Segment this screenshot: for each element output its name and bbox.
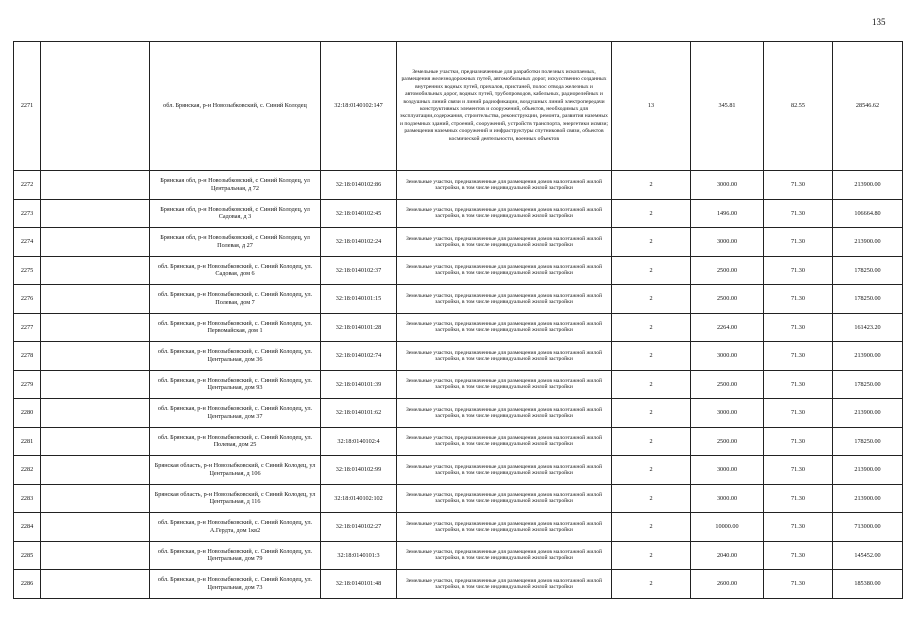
blank-cell — [41, 228, 150, 257]
area-cell: 3000.00 — [691, 456, 764, 485]
blank-cell — [41, 342, 150, 371]
land-use-group-cell: 2 — [612, 228, 691, 257]
registry-table-body — [14, 42, 903, 599]
row-number: 2273 — [14, 199, 41, 228]
specific-value-cell: 71.30 — [764, 484, 833, 513]
area-cell: 3000.00 — [691, 342, 764, 371]
address-cell: обл. Брянская, р-н Новозыбковский, с. Синий Колодец, ул. Центральная, дом 36 — [150, 342, 321, 371]
row-number: 2277 — [14, 313, 41, 342]
cadastral-number-cell: 32:18:0140102:74 — [321, 342, 397, 371]
blank-cell — [41, 285, 150, 314]
cadastral-number-cell: 32:18:0140101:15 — [321, 285, 397, 314]
cadastral-number-cell: 32:18:0140101:39 — [321, 370, 397, 399]
land-use-description-cell: Земельные участки, предназначенные для размещения домов малоэтажной жилой застройки, в том числе индивидуальной жилой застройки — [397, 484, 612, 513]
blank-cell — [41, 570, 150, 599]
land-use-group-cell: 2 — [612, 199, 691, 228]
table-row — [14, 456, 903, 485]
blank-cell — [41, 513, 150, 542]
row-number: 2286 — [14, 570, 41, 599]
specific-value-cell: 71.30 — [764, 370, 833, 399]
address-cell: обл. Брянская, р-н Новозыбковский, с. Синий Колодец, ул. Центральная, дом 37 — [150, 399, 321, 428]
cadastral-number-cell: 32:18:0140102:45 — [321, 199, 397, 228]
land-use-group-cell: 2 — [612, 484, 691, 513]
specific-value-cell: 71.30 — [764, 171, 833, 200]
cadastral-number-cell: 32:18:0140102:24 — [321, 228, 397, 257]
area-cell: 345.81 — [691, 42, 764, 171]
land-use-group-cell: 2 — [612, 171, 691, 200]
area-cell: 2500.00 — [691, 427, 764, 456]
blank-cell — [41, 199, 150, 228]
cadastral-value-cell: 713000.00 — [833, 513, 903, 542]
table-row — [14, 513, 903, 542]
cadastral-number-cell: 32:18:0140102:102 — [321, 484, 397, 513]
specific-value-cell: 71.30 — [764, 199, 833, 228]
address-cell: Брянская обл, р-н Новозыбковский, с Синий Колодец, ул Садовая, д 3 — [150, 199, 321, 228]
blank-cell — [41, 256, 150, 285]
table-row — [14, 541, 903, 570]
cadastral-value-cell: 106664.80 — [833, 199, 903, 228]
blank-cell — [41, 456, 150, 485]
row-number: 2272 — [14, 171, 41, 200]
land-use-group-cell: 2 — [612, 541, 691, 570]
cadastral-number-cell: 32:18:0140101:62 — [321, 399, 397, 428]
area-cell: 3000.00 — [691, 399, 764, 428]
cadastral-number-cell: 32:18:0140102:4 — [321, 427, 397, 456]
cadastral-value-cell: 161423.20 — [833, 313, 903, 342]
blank-cell — [41, 484, 150, 513]
area-cell: 2264.00 — [691, 313, 764, 342]
row-number: 2285 — [14, 541, 41, 570]
area-cell: 3000.00 — [691, 484, 764, 513]
row-number: 2276 — [14, 285, 41, 314]
table-row — [14, 399, 903, 428]
specific-value-cell: 71.30 — [764, 313, 833, 342]
cadastral-number-cell: 32:18:0140101:28 — [321, 313, 397, 342]
land-use-description-cell: Земельные участки, предназначенные для размещения домов малоэтажной жилой застройки, в том числе индивидуальной жилой застройки — [397, 541, 612, 570]
land-use-group-cell: 2 — [612, 342, 691, 371]
land-use-description-cell: Земельные участки, предназначенные для размещения домов малоэтажной жилой застройки, в том числе индивидуальной жилой застройки — [397, 285, 612, 314]
land-use-group-cell: 2 — [612, 399, 691, 428]
area-cell: 2600.00 — [691, 570, 764, 599]
land-use-description-cell: Земельные участки, предназначенные для размещения домов малоэтажной жилой застройки, в том числе индивидуальной жилой застройки — [397, 570, 612, 599]
cadastral-number-cell: 32:18:0140102:147 — [321, 42, 397, 171]
area-cell: 1496.00 — [691, 199, 764, 228]
cadastral-value-cell: 213900.00 — [833, 342, 903, 371]
cadastral-value-cell: 178250.00 — [833, 370, 903, 399]
land-use-description-cell: Земельные участки, предназначенные для размещения домов малоэтажной жилой застройки, в том числе индивидуальной жилой застройки — [397, 228, 612, 257]
land-use-group-cell: 2 — [612, 513, 691, 542]
land-use-group-cell: 2 — [612, 256, 691, 285]
cadastral-number-cell: 32:18:0140102:37 — [321, 256, 397, 285]
row-number: 2274 — [14, 228, 41, 257]
area-cell: 3000.00 — [691, 228, 764, 257]
table-row — [14, 570, 903, 599]
table-row — [14, 228, 903, 257]
area-cell: 2040.00 — [691, 541, 764, 570]
cadastral-value-cell: 28546.62 — [833, 42, 903, 171]
cadastral-value-cell: 185380.00 — [833, 570, 903, 599]
land-use-group-cell: 2 — [612, 285, 691, 314]
specific-value-cell: 71.30 — [764, 456, 833, 485]
row-number: 2282 — [14, 456, 41, 485]
address-cell: обл. Брянская, р-н Новозыбковский, с. Синий Колодец, ул. Центральная, дом 73 — [150, 570, 321, 599]
cadastral-value-cell: 213900.00 — [833, 171, 903, 200]
cadastral-value-cell: 213900.00 — [833, 456, 903, 485]
land-use-group-cell: 2 — [612, 570, 691, 599]
blank-cell — [41, 427, 150, 456]
address-cell: Брянская область, р-н Новозыбковский, с Синий Колодец, ул Центральная, д 116 — [150, 484, 321, 513]
address-cell: обл. Брянская, р-н Новозыбковский, с. Синий Колодец — [150, 42, 321, 171]
specific-value-cell: 71.30 — [764, 399, 833, 428]
table-row — [14, 42, 903, 171]
land-use-description-cell: Земельные участки, предназначенные для размещения домов малоэтажной жилой застройки, в том числе индивидуальной жилой застройки — [397, 399, 612, 428]
table-row — [14, 256, 903, 285]
specific-value-cell: 82.55 — [764, 42, 833, 171]
area-cell: 2500.00 — [691, 370, 764, 399]
specific-value-cell: 71.30 — [764, 427, 833, 456]
land-use-description-cell: Земельные участки, предназначенные для размещения домов малоэтажной жилой застройки, в том числе индивидуальной жилой застройки — [397, 370, 612, 399]
land-use-group-cell: 2 — [612, 456, 691, 485]
cadastral-value-cell: 213900.00 — [833, 484, 903, 513]
cadastral-number-cell: 32:18:0140101:3 — [321, 541, 397, 570]
blank-cell — [41, 313, 150, 342]
cadastral-value-cell: 213900.00 — [833, 399, 903, 428]
land-use-description-cell: Земельные участки, предназначенные для размещения домов малоэтажной жилой застройки, в том числе индивидуальной жилой застройки — [397, 342, 612, 371]
land-use-group-cell: 2 — [612, 370, 691, 399]
address-cell: обл. Брянская, р-н Новозыбковский, с. Синий Колодец, ул. Первомайская, дом 1 — [150, 313, 321, 342]
address-cell: обл. Брянская, р-н Новозыбковский, с. Синий Колодец, ул. Полевая, дом 25 — [150, 427, 321, 456]
address-cell: обл. Брянская, р-н Новозыбковский, с. Синий Колодец, ул. Центральная, дом 79 — [150, 541, 321, 570]
cadastral-value-cell: 178250.00 — [833, 427, 903, 456]
blank-cell — [41, 42, 150, 171]
row-number: 2281 — [14, 427, 41, 456]
address-cell: обл. Брянская, р-н Новозыбковский, с. Синий Колодец, ул. Полевая, дом 7 — [150, 285, 321, 314]
specific-value-cell: 71.30 — [764, 342, 833, 371]
table-row — [14, 285, 903, 314]
specific-value-cell: 71.30 — [764, 285, 833, 314]
cadastral-number-cell: 32:18:0140102:27 — [321, 513, 397, 542]
page-number: 135 — [872, 17, 886, 27]
row-number: 2280 — [14, 399, 41, 428]
cadastral-number-cell: 32:18:0140101:48 — [321, 570, 397, 599]
land-use-group-cell: 2 — [612, 427, 691, 456]
table-row — [14, 370, 903, 399]
table-row — [14, 484, 903, 513]
row-number: 2283 — [14, 484, 41, 513]
row-number: 2278 — [14, 342, 41, 371]
registry-table — [13, 41, 903, 599]
specific-value-cell: 71.30 — [764, 228, 833, 257]
land-use-description-cell: Земельные участки, предназначенные для размещения домов малоэтажной жилой застройки, в том числе индивидуальной жилой застройки — [397, 456, 612, 485]
blank-cell — [41, 370, 150, 399]
land-use-description-cell: Земельные участки, предназначенные для разработки полезных ископаемых, размещения железнодорожных путей, автомобильных дорог, искусственно созданных внутренних водных путей, причалов, пристаней, полос отвода железных и автомобильных дорог, водных путей, трубопроводов, кабельных, радиорелейных и воздушных линий связи и линий радиофикации, воздушных линий электропередачи конструктивных элементов и сооружений, объектов, необходимых для эксплуатации,содержания, строительства, реконструкции, ремонта, развития наземных и подземных зданий, строений, сооружений, устройств транспорта, энергетики исвязи; размещения наземных сооружений и инфраструктуры спутниковой связи, объектов космической деятельности, военных объектов — [397, 42, 612, 171]
specific-value-cell: 71.30 — [764, 570, 833, 599]
address-cell: обл. Брянская, р-н Новозыбковский, с. Синий Колодец, ул. Центральная, дом 93 — [150, 370, 321, 399]
cadastral-value-cell: 213900.00 — [833, 228, 903, 257]
address-cell: Брянская область, р-н Новозыбковский, с Синий Колодец, ул Центральная, д 106 — [150, 456, 321, 485]
row-number: 2271 — [14, 42, 41, 171]
row-number: 2275 — [14, 256, 41, 285]
land-use-description-cell: Земельные участки, предназначенные для размещения домов малоэтажной жилой застройки, в том числе индивидуальной жилой застройки — [397, 171, 612, 200]
specific-value-cell: 71.30 — [764, 541, 833, 570]
address-cell: обл. Брянская, р-н Новозыбковский, с. Синий Колодец, ул. Садовая, дом 6 — [150, 256, 321, 285]
blank-cell — [41, 541, 150, 570]
land-use-description-cell: Земельные участки, предназначенные для размещения домов малоэтажной жилой застройки, в том числе индивидуальной жилой застройки — [397, 313, 612, 342]
table-row — [14, 313, 903, 342]
row-number: 2279 — [14, 370, 41, 399]
area-cell: 10000.00 — [691, 513, 764, 542]
table-row — [14, 427, 903, 456]
cadastral-value-cell: 178250.00 — [833, 285, 903, 314]
cadastral-value-cell: 178250.00 — [833, 256, 903, 285]
land-use-description-cell: Земельные участки, предназначенные для размещения домов малоэтажной жилой застройки, в том числе индивидуальной жилой застройки — [397, 199, 612, 228]
specific-value-cell: 71.30 — [764, 513, 833, 542]
address-cell: Брянская обл, р-н Новозыбковский, с Синий Колодец, ул Полевая, д 27 — [150, 228, 321, 257]
table-row — [14, 342, 903, 371]
blank-cell — [41, 399, 150, 428]
land-use-description-cell: Земельные участки, предназначенные для размещения домов малоэтажной жилой застройки, в том числе индивидуальной жилой застройки — [397, 256, 612, 285]
table-row — [14, 171, 903, 200]
area-cell: 3000.00 — [691, 171, 764, 200]
area-cell: 2500.00 — [691, 256, 764, 285]
table-row — [14, 199, 903, 228]
cadastral-value-cell: 145452.00 — [833, 541, 903, 570]
address-cell: Брянская обл, р-н Новозыбковский, с Синий Колодец, ул Центральная, д 72 — [150, 171, 321, 200]
specific-value-cell: 71.30 — [764, 256, 833, 285]
land-use-group-cell: 13 — [612, 42, 691, 171]
cadastral-number-cell: 32:18:0140102:99 — [321, 456, 397, 485]
land-use-group-cell: 2 — [612, 313, 691, 342]
cadastral-number-cell: 32:18:0140102:86 — [321, 171, 397, 200]
area-cell: 2500.00 — [691, 285, 764, 314]
land-use-description-cell: Земельные участки, предназначенные для размещения домов малоэтажной жилой застройки, в том числе индивидуальной жилой застройки — [397, 513, 612, 542]
blank-cell — [41, 171, 150, 200]
land-use-description-cell: Земельные участки, предназначенные для размещения домов малоэтажной жилой застройки, в том числе индивидуальной жилой застройки — [397, 427, 612, 456]
row-number: 2284 — [14, 513, 41, 542]
address-cell: обл. Брянская, р-н Новозыбковский, с. Синий Колодец, ул. А.Гердта, дом 1кв2 — [150, 513, 321, 542]
